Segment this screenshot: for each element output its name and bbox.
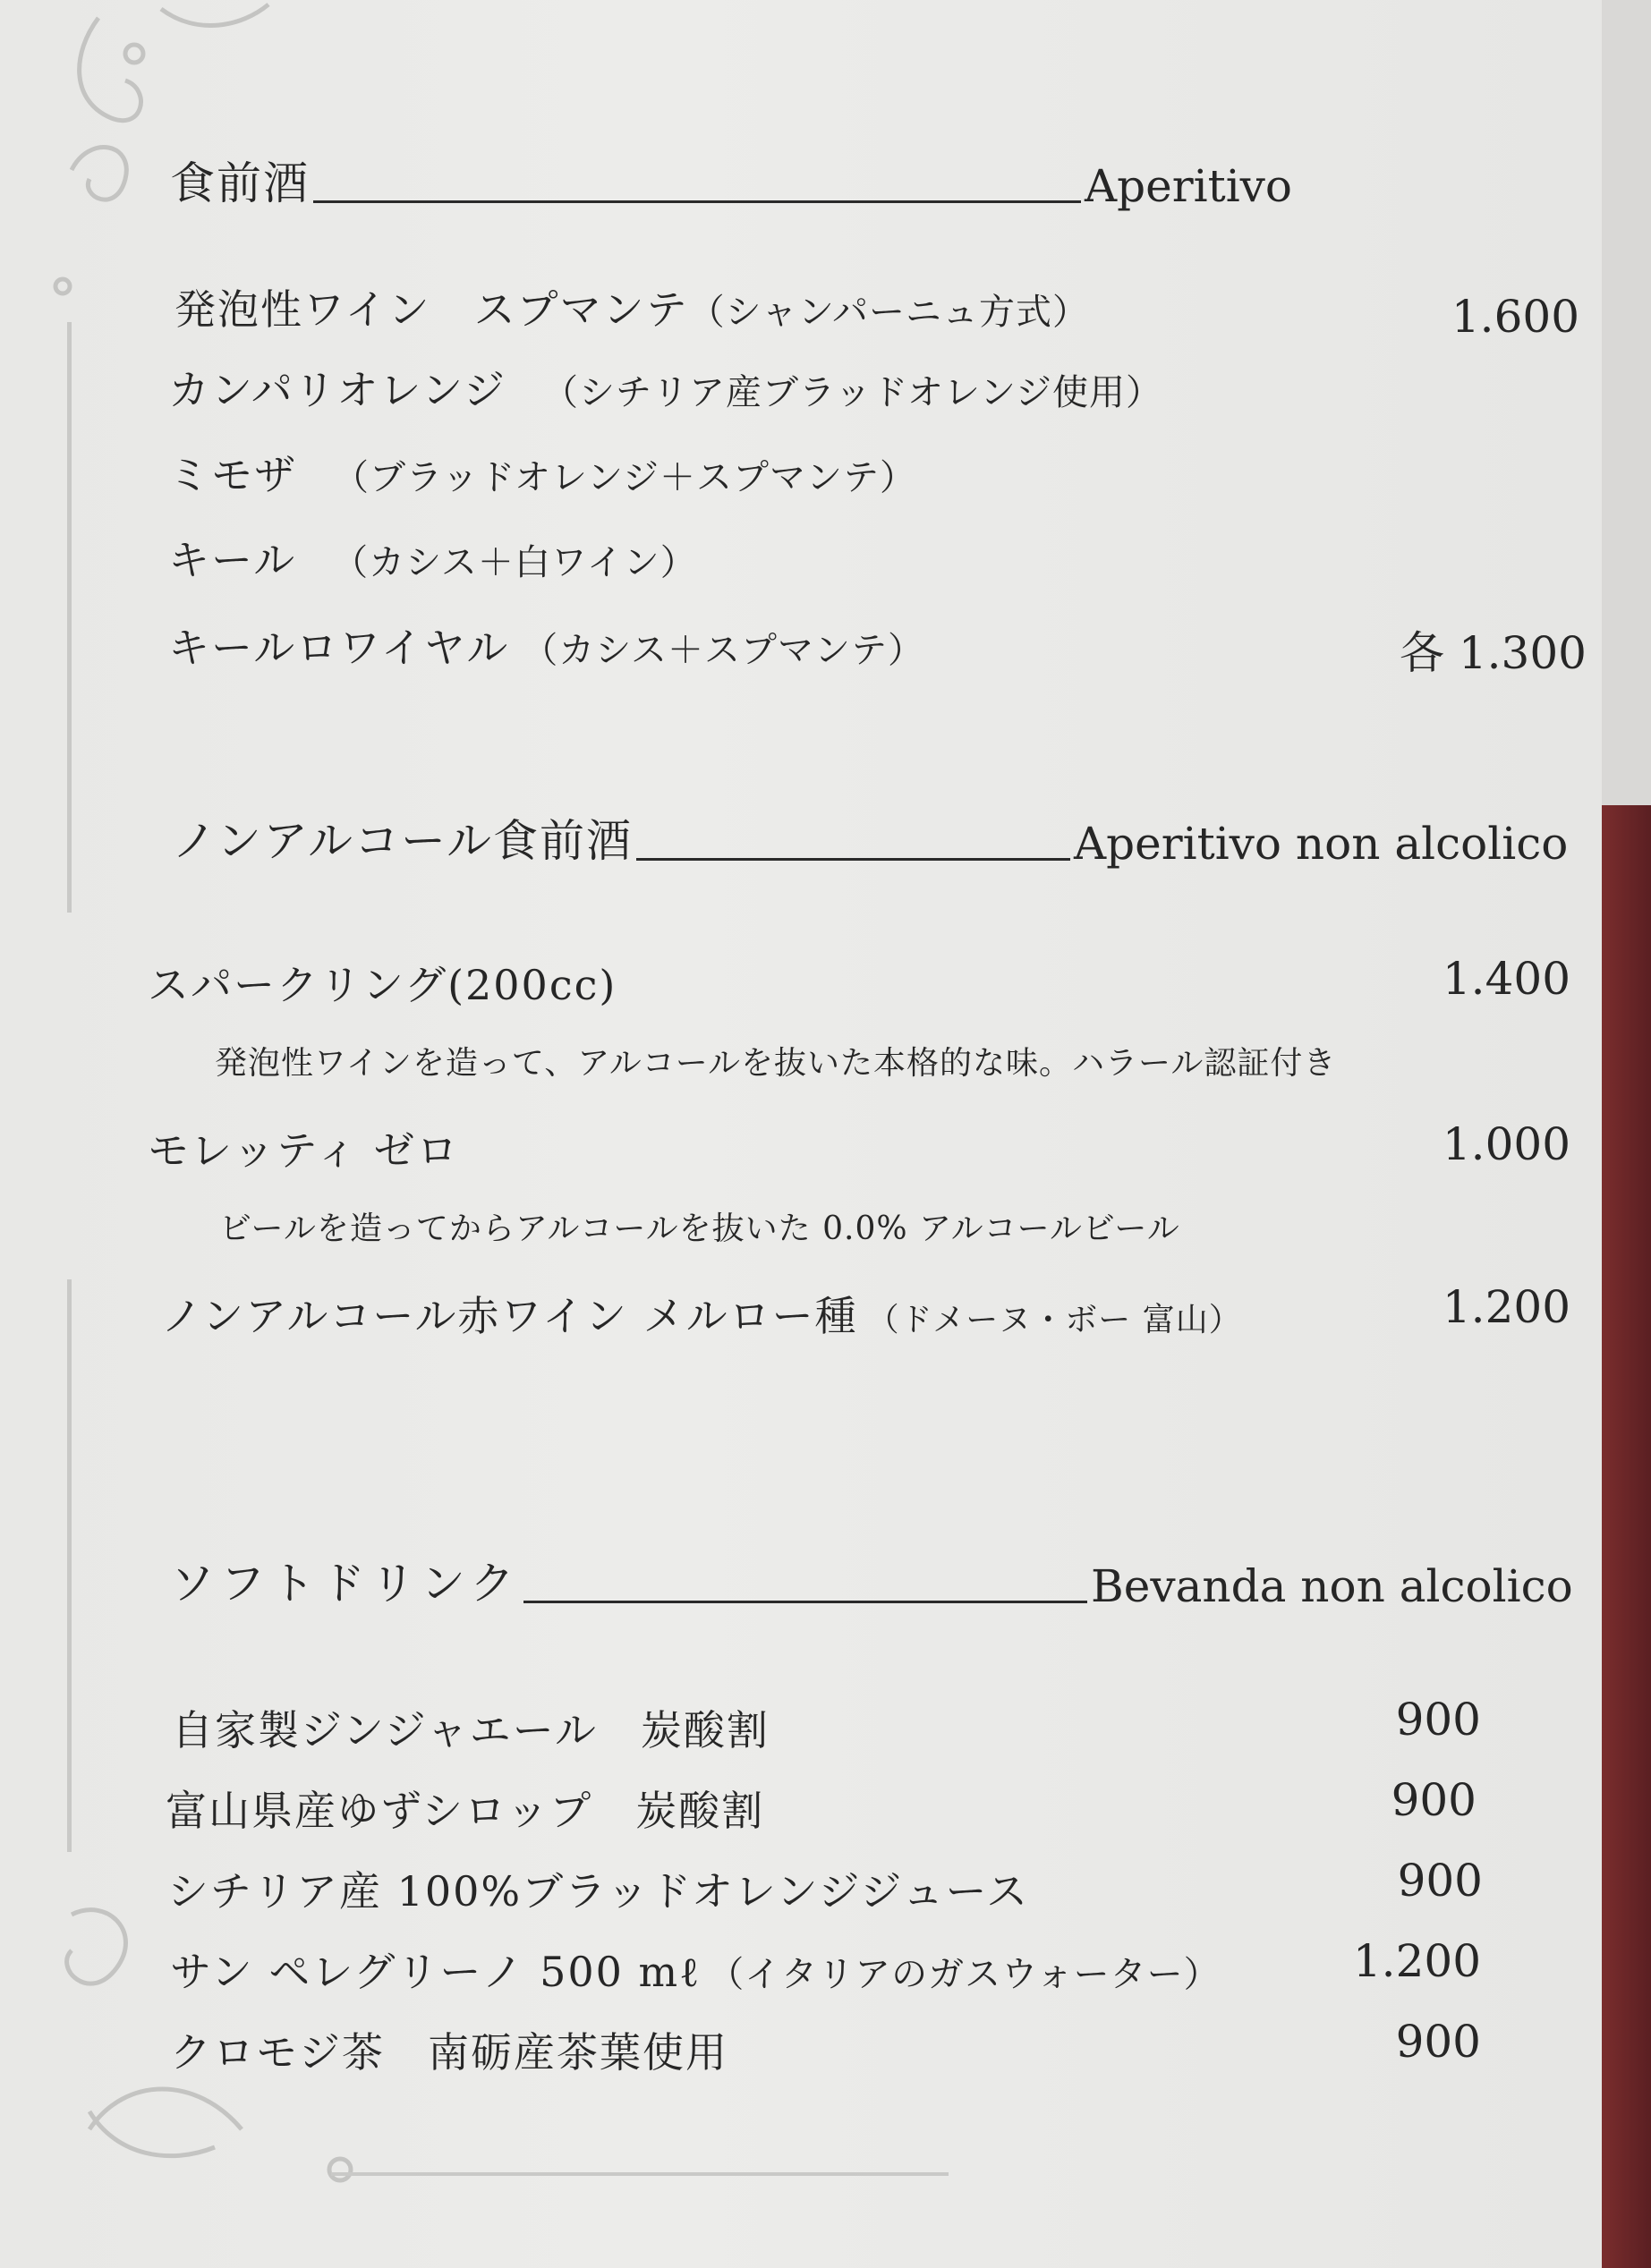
menu-item: [148, 953, 617, 1012]
item-name: 自家製ジンジャエール 炭酸割: [172, 1706, 770, 1754]
item-name: 富山県産ゆずシロップ 炭酸割: [166, 1787, 765, 1835]
item-name: モレッティ ゼロ: [148, 1126, 460, 1175]
header-rule: [523, 1601, 1087, 1603]
section-title-it: Aperitivo: [1085, 160, 1293, 212]
bottom-rule: [331, 2172, 949, 2176]
item-name: サン ペレグリーノ 500 mℓ: [170, 1948, 702, 1996]
menu-item: [166, 1779, 764, 1838]
menu-item: [167, 1859, 1029, 1918]
section-title-ja: ソフトドリンク: [170, 1558, 520, 1610]
item-price: 900: [1395, 2016, 1481, 2068]
item-name: ノンアルコール赤ワイン メルロー種: [161, 1292, 858, 1340]
item-price: 900: [1395, 1694, 1481, 1746]
item-price: 1.400: [1442, 953, 1570, 1005]
section-title-ja: ノンアルコール食前酒: [172, 815, 633, 867]
item-name: カンパリオレンジ: [168, 366, 507, 414]
section-header-aperitivo: [170, 148, 1292, 212]
left-rule-bottom: [67, 1279, 72, 1852]
item-price: 900: [1391, 1774, 1477, 1826]
item-name: キール: [168, 536, 297, 584]
item-name: ミモザ: [168, 451, 297, 499]
item-note: （シチリア産ブラッドオレンジ使用）: [542, 372, 1163, 413]
menu-item: [174, 277, 1089, 336]
section-header-bevanda-non-alcolico: [170, 1548, 1573, 1612]
item-price: 1.200: [1352, 1935, 1481, 1987]
left-rule-top: [67, 322, 72, 913]
item-price: 900: [1397, 1855, 1483, 1907]
item-description: 発泡性ワインを造って、アルコールを抜いた本格的な味。ハラール認証付き: [215, 1045, 1337, 1082]
item-price: 1.000: [1442, 1118, 1570, 1170]
menu-item: [148, 1118, 459, 1177]
menu-item: [161, 1284, 1242, 1343]
menu-item: [168, 358, 1162, 417]
menu-item: [168, 616, 924, 675]
menu-item: [170, 1940, 1221, 1999]
item-price: 1.600: [1451, 291, 1579, 343]
item-name: シチリア産 100%ブラッドオレンジジュース: [167, 1867, 1030, 1915]
item-name: スパークリング(200cc): [148, 961, 617, 1009]
section-title-ja: 食前酒: [170, 157, 310, 209]
header-rule: [636, 858, 1070, 861]
item-note: （カシス＋スプマンテ）: [522, 630, 925, 671]
section-title-it: Aperitivo non alcolico: [1074, 818, 1569, 870]
item-price: 1.200: [1442, 1281, 1570, 1333]
item-description: ビールを造ってからアルコールを抜いた 0.0% アルコールビール: [219, 1210, 1180, 1247]
header-rule: [313, 200, 1081, 203]
item-note: （ブラッドオレンジ＋スプマンテ）: [333, 457, 916, 498]
menu-item: [170, 2020, 728, 2079]
section-header-aperitivo-non-alcolico: [172, 805, 1568, 870]
item-name: クロモジ茶 南砺産茶葉使用: [170, 2028, 728, 2077]
item-name: 発泡性ワイン スプマンテ: [174, 285, 689, 334]
menu-binding: [1602, 805, 1651, 2268]
menu-item: [168, 443, 916, 502]
item-note: （ドメーヌ・ボー 富山）: [866, 1302, 1242, 1338]
item-note: （カシス＋白ワイン）: [332, 542, 697, 583]
menu-item: [172, 1698, 770, 1757]
item-price: 各 1.300: [1399, 627, 1587, 679]
item-name: キールロワイヤル: [168, 624, 510, 672]
section-title-it: Bevanda non alcolico: [1091, 1560, 1573, 1612]
item-note: （イタリアのガスウォーター）: [708, 1954, 1221, 1995]
item-note: （シャンパーニュ方式）: [688, 292, 1090, 333]
menu-item: [168, 528, 697, 587]
